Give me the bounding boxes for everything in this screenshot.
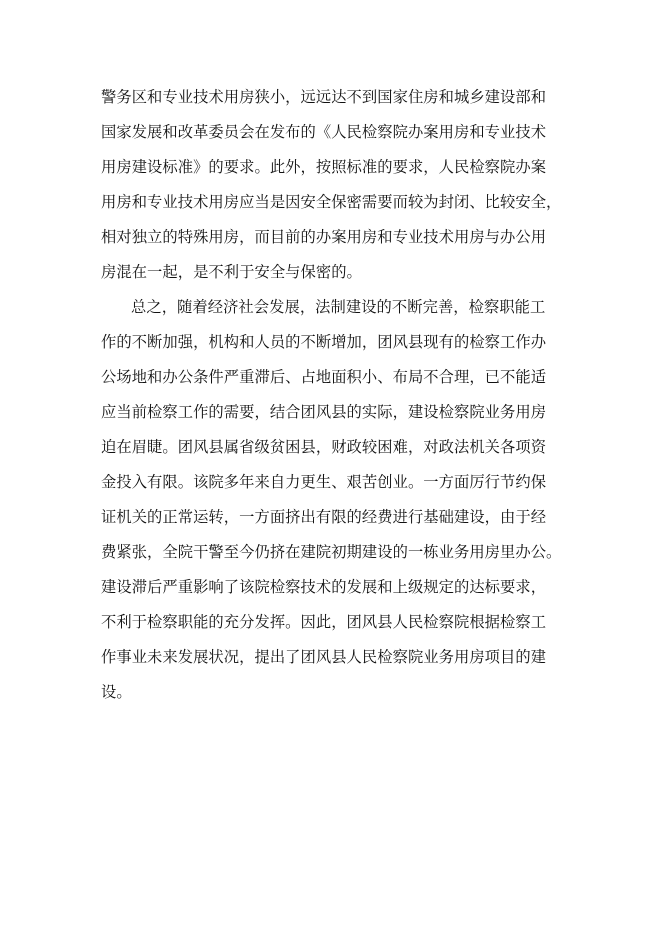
text-line: 金投入有限。该院多年来自力更生、艰苦创业。一方面厉行节约保 <box>101 473 547 491</box>
text-line: 证机关的正常运转，一方面挤出有限的经费进行基础建设，由于经 <box>101 508 547 526</box>
text-line: 用房和专业技术用房应当是因安全保密需要而较为封闭、比较安全， <box>101 193 562 211</box>
text-line: 费紧张，全院干警至今仍挤在建院初期建设的一栋业务用房里办公。 <box>101 543 562 561</box>
text-line: 公场地和办公条件严重滞后、占地面积小、布局不合理，已不能适 <box>101 368 547 386</box>
text-line: 国家发展和改革委员会在发布的《人民检察院办案用房和专业技术 <box>101 123 547 141</box>
text-line: 作的不断加强，机构和人员的不断增加，团风县现有的检察工作办 <box>101 333 547 351</box>
paragraph-2 <box>101 294 563 714</box>
text-line: 房混在一起，是不利于安全与保密的。 <box>101 263 362 281</box>
text-line: 不利于检察职能的充分发挥。因此，团风县人民检察院根据检察工 <box>101 613 547 631</box>
text-line: 总之，随着经济社会发展，法制建设的不断完善，检察职能工 <box>131 298 546 316</box>
paragraph-1 <box>101 84 563 294</box>
text-line: 作事业未来发展状况，提出了团风县人民检察院业务用房项目的建 <box>101 648 547 666</box>
text-line: 应当前检察工作的需要，结合团风县的实际，建设检察院业务用房 <box>101 403 547 421</box>
body-text <box>101 84 563 714</box>
text-line: 迫在眉睫。团风县属省级贫困县，财政较困难，对政法机关各项资 <box>101 438 547 456</box>
text-line: 建设滞后严重影响了该院检察技术的发展和上级规定的达标要求， <box>101 578 547 596</box>
text-line: 设。 <box>101 683 132 701</box>
text-line: 相对独立的特殊用房，而目前的办案用房和专业技术用房与办公用 <box>101 228 547 246</box>
text-line: 警务区和专业技术用房狭小，远远达不到国家住房和城乡建设部和 <box>101 88 547 106</box>
text-line: 用房建设标准》的要求。此外，按照标准的要求，人民检察院办案 <box>101 158 547 176</box>
